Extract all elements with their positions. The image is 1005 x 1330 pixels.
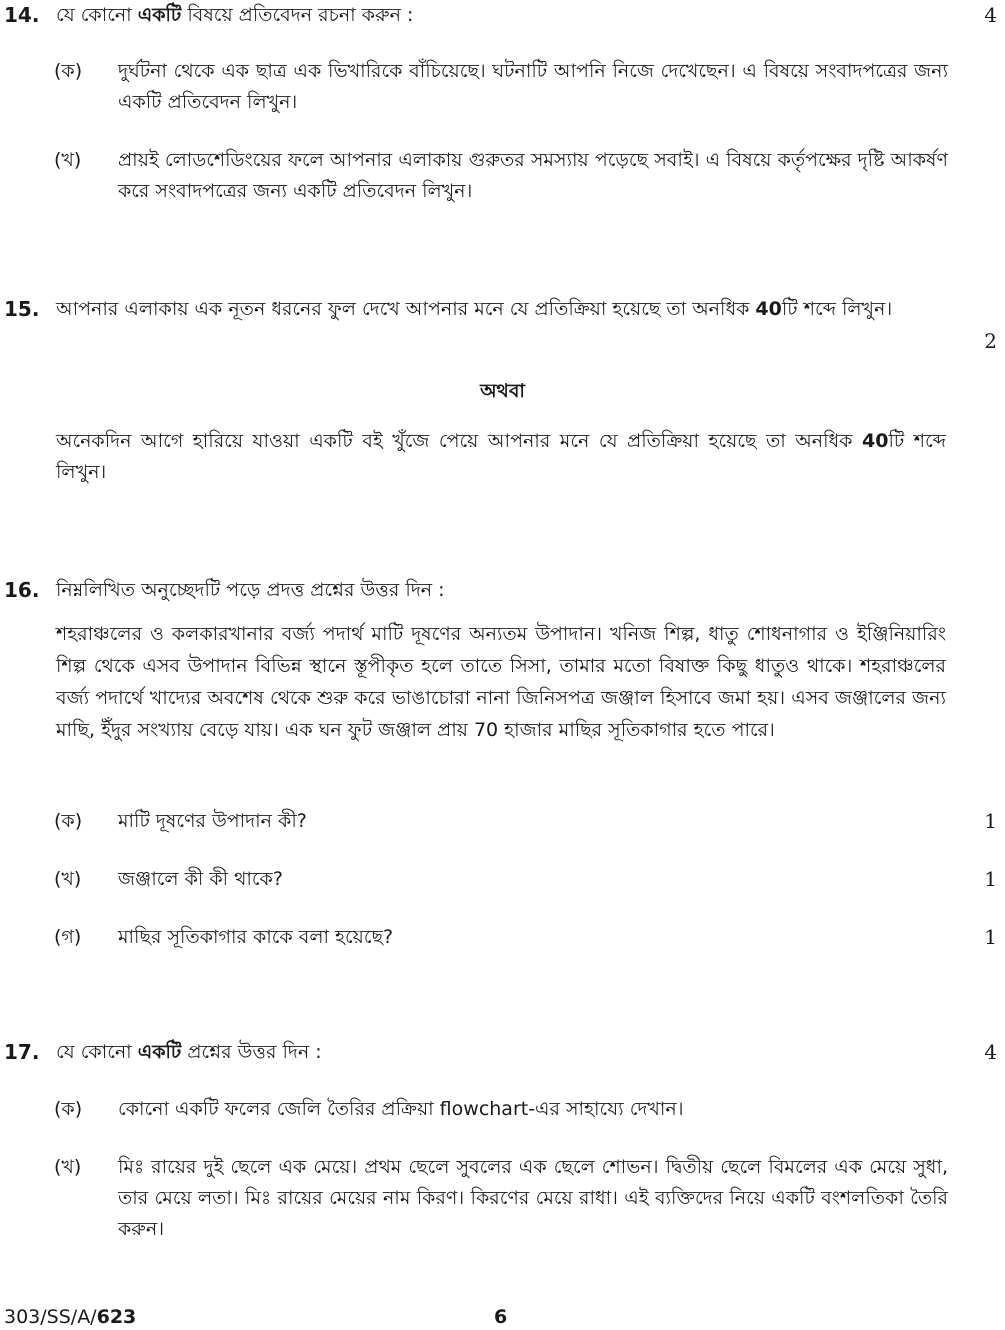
q17-option-a-text: কোনো একটি ফলের জেলি তৈরির প্রক্রিয়া flowchart-এর সাহায্যে দেখান। [118, 1098, 684, 1120]
q16-option-a-marks: 1 [984, 809, 997, 833]
q16-option-c-text: মাছির সূতিকাগার কাকে বলা হয়েছে? [118, 926, 394, 948]
q17-option-a-label: (ক) [54, 1098, 83, 1120]
q16-option-b-label: (খ) [54, 868, 82, 890]
page-number: 6 [494, 1306, 508, 1328]
question-15-alternative [56, 426, 946, 488]
q16-option-b-text: জঞ্জালে কী কী থাকে? [118, 868, 283, 890]
q15-alt-text-part: অনেকদিন আগে হারিয়ে যাওয়া একটি বই খুঁজে পেয়ে আপনার মনে যে প্রতিক্রিয়া হয়েছে তা অনধিক [56, 430, 862, 452]
stem-text: যে কোনো [56, 4, 138, 26]
stem-text: যে কোনো [56, 1041, 138, 1063]
q16-option-a-label: (ক) [54, 810, 83, 832]
paper-code-prefix: 303/SS/A/ [4, 1306, 97, 1328]
q17-option-b-label: (খ) [54, 1156, 82, 1178]
stem-text-end: বিষয়ে প্রতিবেদন রচনা করুন : [181, 4, 414, 26]
paper-code-number: 623 [96, 1306, 137, 1328]
q17-option-b-text: মিঃ রায়ের দুই ছেলে এক মেয়ে। প্রথম ছেলে সুবলের এক ছেলে শোভন। দ্বিতীয় ছেলে বিমলের এক মেয়ে সুধা, তার মেয়ে লতা। মিঃ রায়ের মেয়ের নাম কিরণ। কিরণের মেয়ে রাধা। এই ব্যক্তিদের নিয়ে একটি বংশলতিকা তৈরি করুন। [118, 1156, 948, 1240]
question-16-number: 16. [4, 578, 40, 602]
question-16-stem: নিম্নলিখিত অনুচ্ছেদটি পড়ে প্রদত্ত প্রশ্নের উত্তর দিন : [56, 579, 445, 601]
q15-alt-text-end: টি শব্দে লিখুন। [56, 430, 946, 483]
question-14-marks: 4 [984, 3, 997, 27]
q16-option-c-marks: 1 [984, 925, 997, 949]
q15-text-part: আপনার এলাকায় এক নূতন ধরনের ফুল দেখে আপনার মনে যে প্রতিক্রিয়া হয়েছে তা অনধিক [56, 298, 756, 320]
q16-option-c-label: (গ) [54, 926, 82, 948]
q16-option-b-marks: 1 [984, 867, 997, 891]
q14-option-b-text: প্রায়ই লোডশেডিংয়ের ফলে আপনার এলাকায় গুরুতর সমস্যায় পড়েছে সবাই। এ বিষয়ে কর্তৃপক্ষের দৃষ্টি আকর্ষণ করে সংবাদপত্রের জন্য একটি প্রতিবেদন লিখুন। [118, 149, 948, 202]
q15-word-limit: 40 [755, 298, 782, 320]
q16-option-a-text: মাটি দূষণের উপাদান কী? [118, 810, 307, 832]
or-divider-label: অথবা [480, 380, 525, 402]
q15-alt-word-limit: 40 [862, 430, 889, 452]
question-17-marks: 4 [984, 1040, 997, 1064]
question-17-number: 17. [4, 1040, 40, 1064]
question-14-stem [56, 0, 946, 31]
q16-passage: শহরাঞ্চলের ও কলকারখানার বর্জ্য পদার্থ মাটি দূষণের অন্যতম উপাদান। খনিজ শিল্প, ধাতু শোধনাগার ও ইঞ্জিনিয়ারিং শিল্প থেকে এসব উপাদান বিভিন্ন স্থানে স্তূপীকৃত হলে তাতে সিসা, তামার মতো বিষাক্ত কিছু ধাতুও থাকে। শহরাঞ্চলের বর্জ্য পদার্থে খাদ্যের অবশেষ থেকে শুরু করে ভাঙাচোরা নানা জিনিসপত্র জঞ্জাল হিসাবে জমা হয়। এসব জঞ্জালের জন্য মাছি, ইঁদুর সংখ্যায় বেড়ে যায়। এক ঘন ফুট জঞ্জাল প্রায় 70 হাজার মাছির সূতিকাগার হতে পারে। [56, 623, 946, 741]
question-15-text [56, 294, 946, 325]
q14-option-a-label: (ক) [54, 60, 83, 82]
question-15-marks: 2 [984, 329, 997, 353]
question-17-stem [56, 1037, 946, 1068]
question-15-number: 15. [4, 297, 40, 321]
stem-text-end: প্রশ্নের উত্তর দিন : [181, 1041, 322, 1063]
question-14-number: 14. [4, 3, 40, 27]
q15-text-end: টি শব্দে লিখুন। [781, 298, 893, 320]
q14-option-a-text: দুর্ঘটনা থেকে এক ছাত্র এক ভিখারিকে বাঁচিয়েছে। ঘটনাটি আপনি নিজে দেখেছেন। এ বিষয়ে সংবাদপত্রের জন্য একটি প্রতিবেদন লিখুন। [118, 60, 948, 113]
q14-option-b-label: (খ) [54, 149, 82, 171]
stem-bold-text: একটি [137, 1041, 182, 1063]
paper-code [4, 1306, 136, 1328]
stem-bold-text: একটি [137, 4, 182, 26]
